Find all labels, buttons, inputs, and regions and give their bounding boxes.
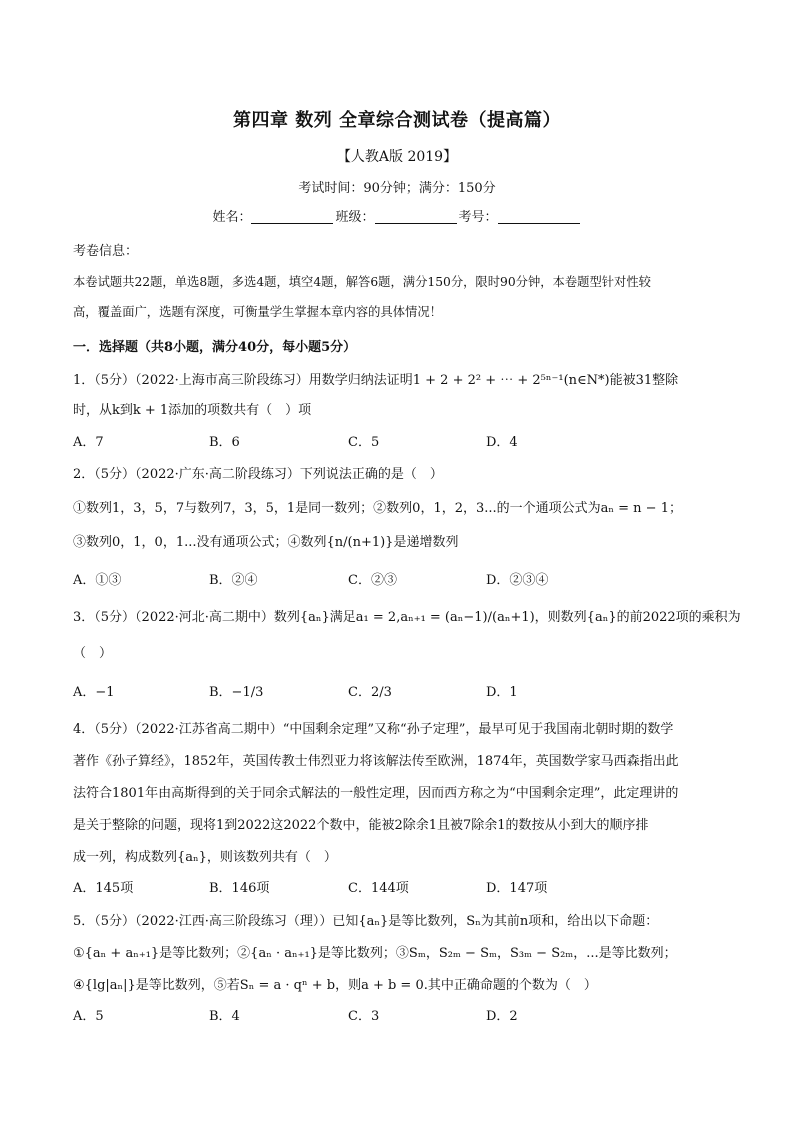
- q3-option-b[interactable]: B．−1/3: [209, 685, 264, 700]
- info-line-1: 本卷试题共22题，单选8题，多选4题，填空4题，解答6题，满分150分，限时90分钟，本卷题型针对性较: [73, 275, 651, 289]
- q1-line-2: 时，从k到k + 1添加的项数共有（ ）项: [73, 403, 312, 418]
- name-blank[interactable]: [251, 209, 333, 224]
- q2-line-2: ①数列1，3，5，7与数列7，3，5，1是同一数列；②数列0，1，2，3...的一个通项公式为aₙ = n − 1；: [73, 501, 682, 516]
- q5-option-b[interactable]: B．4: [209, 1009, 240, 1024]
- q4-line-2: 著作《孙子算经》，1852年，英国传教士伟烈亚力将该解法传至欧洲，1874年，英国数学家马西森指出此: [73, 754, 679, 769]
- q5-line-1: 5．（5分）（2022·江西·高三阶段练习（理））已知{aₙ}是等比数列，Sₙ为其前n项和，给出以下命题：: [73, 914, 659, 929]
- q5-line-3: ④{lg|aₙ|}是等比数列，⑤若Sₙ = a · qⁿ + b，则a + b = 0.其中正确命题的个数为（ ）: [73, 978, 597, 993]
- q4-line-4: 是关于整除的问题，现将1到2022这2022个数中，能被2除余1且被7除余1的数按从小到大的顺序排: [73, 818, 649, 833]
- q5-option-c[interactable]: C．3: [348, 1009, 380, 1024]
- q5-option-d[interactable]: D．2: [486, 1009, 518, 1024]
- q3-option-d[interactable]: D．1: [486, 685, 518, 700]
- id-label: 考号：: [458, 210, 498, 225]
- q1-option-d[interactable]: D．4: [486, 435, 518, 450]
- edition-subtitle: 【人教A版 2019】: [336, 149, 458, 165]
- q2-option-a[interactable]: A．①③: [73, 573, 122, 588]
- q2-line-3: ③数列0，1，0，1...没有通项公式；④数列{n/(n+1)}是递增数列: [73, 535, 459, 550]
- q1-option-c[interactable]: C．5: [348, 435, 380, 450]
- q4-option-a[interactable]: A．145项: [73, 881, 134, 896]
- id-blank[interactable]: [498, 209, 580, 224]
- q2-option-b[interactable]: B．②④: [209, 573, 258, 588]
- q2-line-1: 2．（5分）（2022·广东·高二阶段练习）下列说法正确的是（ ）: [73, 467, 443, 482]
- q4-line-1: 4．（5分）（2022·江苏省高二期中）“中国剩余定理”又称“孙子定理”，最早可见于我国南北朝时期的数学: [73, 722, 674, 737]
- q4-option-d[interactable]: D．147项: [486, 881, 548, 896]
- q3-line-2: （ ）: [73, 646, 113, 661]
- q1-line-1: 1．（5分）（2022·上海市高三阶段练习）用数学归纳法证明1 + 2 + 2² + ⋯ + 2⁵ⁿ⁻¹(n∈N*)能被31整除: [73, 373, 679, 388]
- q5-option-a[interactable]: A．5: [73, 1009, 104, 1024]
- class-blank[interactable]: [375, 209, 457, 224]
- info-line-2: 高，覆盖面广，选题有深度，可衡量学生掌握本章内容的具体情况！: [73, 305, 442, 319]
- q3-line-1: 3．（5分）（2022·河北·高二期中）数列{aₙ}满足a₁ = 2,aₙ₊₁ = (aₙ−1)/(aₙ+1)，则数列{aₙ}的前2022项的乘积为: [73, 610, 741, 625]
- info-heading: 考卷信息：: [73, 244, 139, 259]
- class-label: 班级：: [335, 210, 375, 225]
- page-title: 第四章 数列 全章综合测试卷（提高篇）: [232, 110, 562, 131]
- q4-option-b[interactable]: B．146项: [209, 881, 270, 896]
- section-heading: 一．选择题（共8小题，满分40分，每小题5分）: [73, 340, 357, 355]
- q2-option-d[interactable]: D．②③④: [486, 573, 549, 588]
- q5-line-2: ①{aₙ + aₙ₊₁}是等比数列；②{aₙ · aₙ₊₁}是等比数列；③Sₘ，S₂ₘ − Sₘ，S₃ₘ − S₂ₘ，...是等比数列；: [73, 946, 677, 961]
- q4-line-3: 法符合1801年由高斯得到的关于同余式解法的一般性定理，因而西方称之为“中国剩余定理”，此定理讲的: [73, 786, 679, 801]
- q4-line-5: 成一列，构成数列{aₙ}，则该数列共有（ ）: [73, 850, 337, 865]
- exam-time-info: 考试时间：90分钟；满分：150分: [298, 181, 496, 196]
- q3-option-a[interactable]: A．−1: [73, 685, 115, 700]
- q3-option-c[interactable]: C．2/3: [348, 685, 392, 700]
- q4-option-c[interactable]: C．144项: [348, 881, 409, 896]
- name-label: 姓名：: [212, 210, 252, 225]
- student-fields: [0, 206, 794, 225]
- q1-option-b[interactable]: B．6: [209, 435, 240, 450]
- q1-option-a[interactable]: A．7: [73, 435, 104, 450]
- q2-option-c[interactable]: C．②③: [348, 573, 397, 588]
